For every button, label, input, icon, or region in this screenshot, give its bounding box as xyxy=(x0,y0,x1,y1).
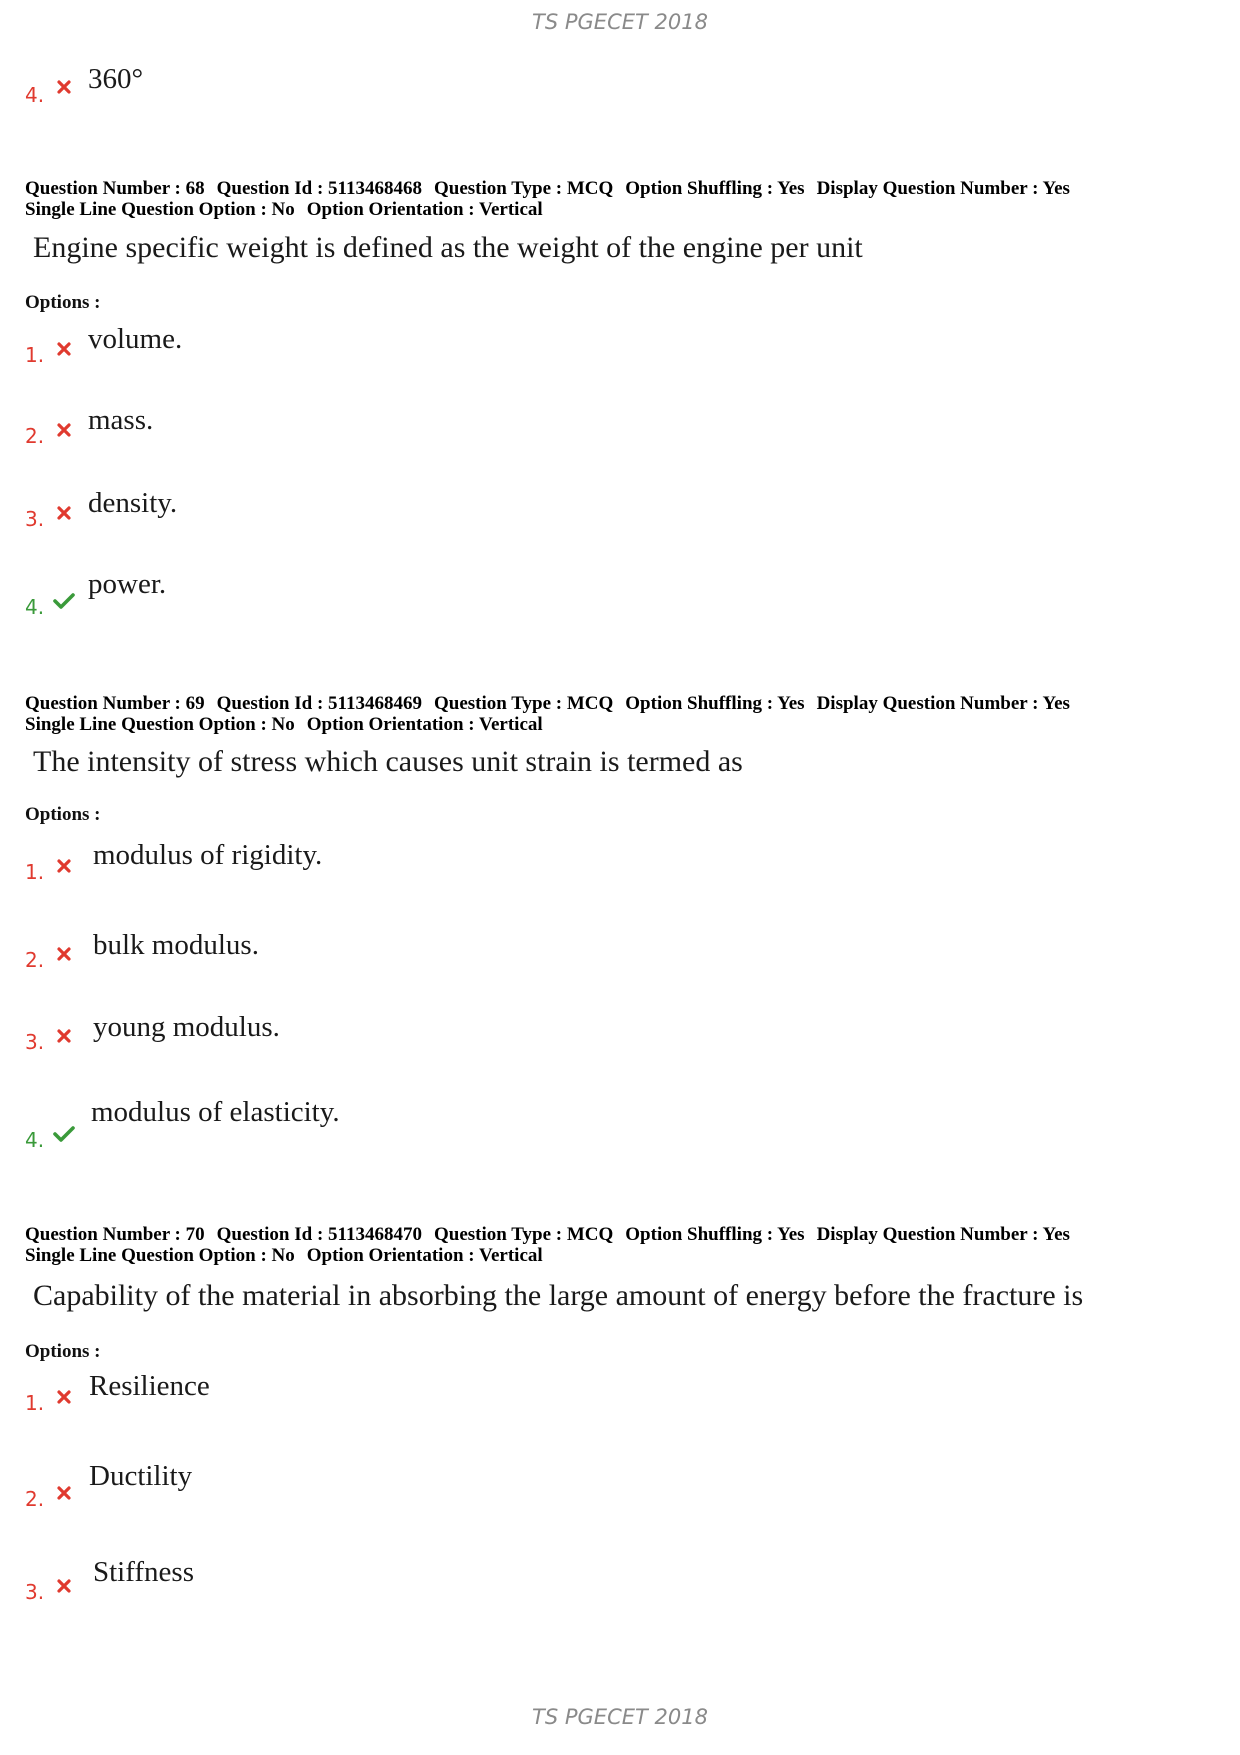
cross-icon xyxy=(53,1025,75,1047)
check-icon xyxy=(53,1123,75,1145)
cross-icon xyxy=(53,76,75,98)
cross-icon xyxy=(53,1482,75,1504)
options-label: Options : xyxy=(25,804,101,825)
option-text: density. xyxy=(88,487,178,519)
option-number: 1. xyxy=(25,1391,45,1415)
option-number: 3. xyxy=(25,1030,45,1054)
option-number: 3. xyxy=(25,507,45,531)
question-meta-line2: Single Line Question Option : No Option Orientation : Vertical xyxy=(25,199,543,220)
option-number: 2. xyxy=(25,948,45,972)
cross-icon xyxy=(53,1386,75,1408)
question-meta-line2: Single Line Question Option : No Option Orientation : Vertical xyxy=(25,714,543,735)
cross-icon xyxy=(53,855,75,877)
option-text: mass. xyxy=(88,404,154,436)
question-text: The intensity of stress which causes unit strain is termed as xyxy=(33,745,743,778)
carryover-option-text: 360° xyxy=(88,63,144,95)
option-number: 2. xyxy=(25,424,45,448)
option-text: Stiffness xyxy=(93,1556,194,1588)
option-text: Ductility xyxy=(89,1460,193,1492)
option-text: modulus of rigidity. xyxy=(93,839,323,871)
option-number: 1. xyxy=(25,860,45,884)
option-number: 1. xyxy=(25,343,45,367)
running-footer: TS PGECET 2018 xyxy=(532,1705,708,1729)
option-text: young modulus. xyxy=(93,1011,280,1043)
option-number: 4. xyxy=(25,595,45,619)
cross-icon xyxy=(53,943,75,965)
option-number: 3. xyxy=(25,1580,45,1604)
carryover-option-number: 4. xyxy=(25,83,45,107)
options-label: Options : xyxy=(25,1341,101,1362)
question-meta-line2: Single Line Question Option : No Option Orientation : Vertical xyxy=(25,1245,543,1266)
cross-icon xyxy=(53,1575,75,1597)
options-label: Options : xyxy=(25,292,101,313)
question-meta: Question Number : 69 Question Id : 5113468469 Question Type : MCQ Option Shuffling : Yes Display Question Number : Yes xyxy=(25,693,1070,714)
option-number: 2. xyxy=(25,1487,45,1511)
option-text: modulus of elasticity. xyxy=(91,1096,340,1128)
check-icon xyxy=(53,590,75,612)
option-text: volume. xyxy=(88,323,183,355)
running-header: TS PGECET 2018 xyxy=(532,10,708,34)
cross-icon xyxy=(53,419,75,441)
cross-icon xyxy=(53,502,75,524)
question-meta: Question Number : 70 Question Id : 5113468470 Question Type : MCQ Option Shuffling : Yes Display Question Number : Yes xyxy=(25,1224,1070,1245)
question-text: Capability of the material in absorbing the large amount of energy before the fracture is xyxy=(33,1279,1084,1312)
cross-icon xyxy=(53,338,75,360)
option-number: 4. xyxy=(25,1128,45,1152)
question-meta: Question Number : 68 Question Id : 5113468468 Question Type : MCQ Option Shuffling : Yes Display Question Number : Yes xyxy=(25,178,1070,199)
option-text: Resilience xyxy=(89,1370,210,1402)
option-text: bulk modulus. xyxy=(93,929,259,961)
option-text: power. xyxy=(88,568,167,600)
question-text: Engine specific weight is defined as the weight of the engine per unit xyxy=(33,231,863,264)
